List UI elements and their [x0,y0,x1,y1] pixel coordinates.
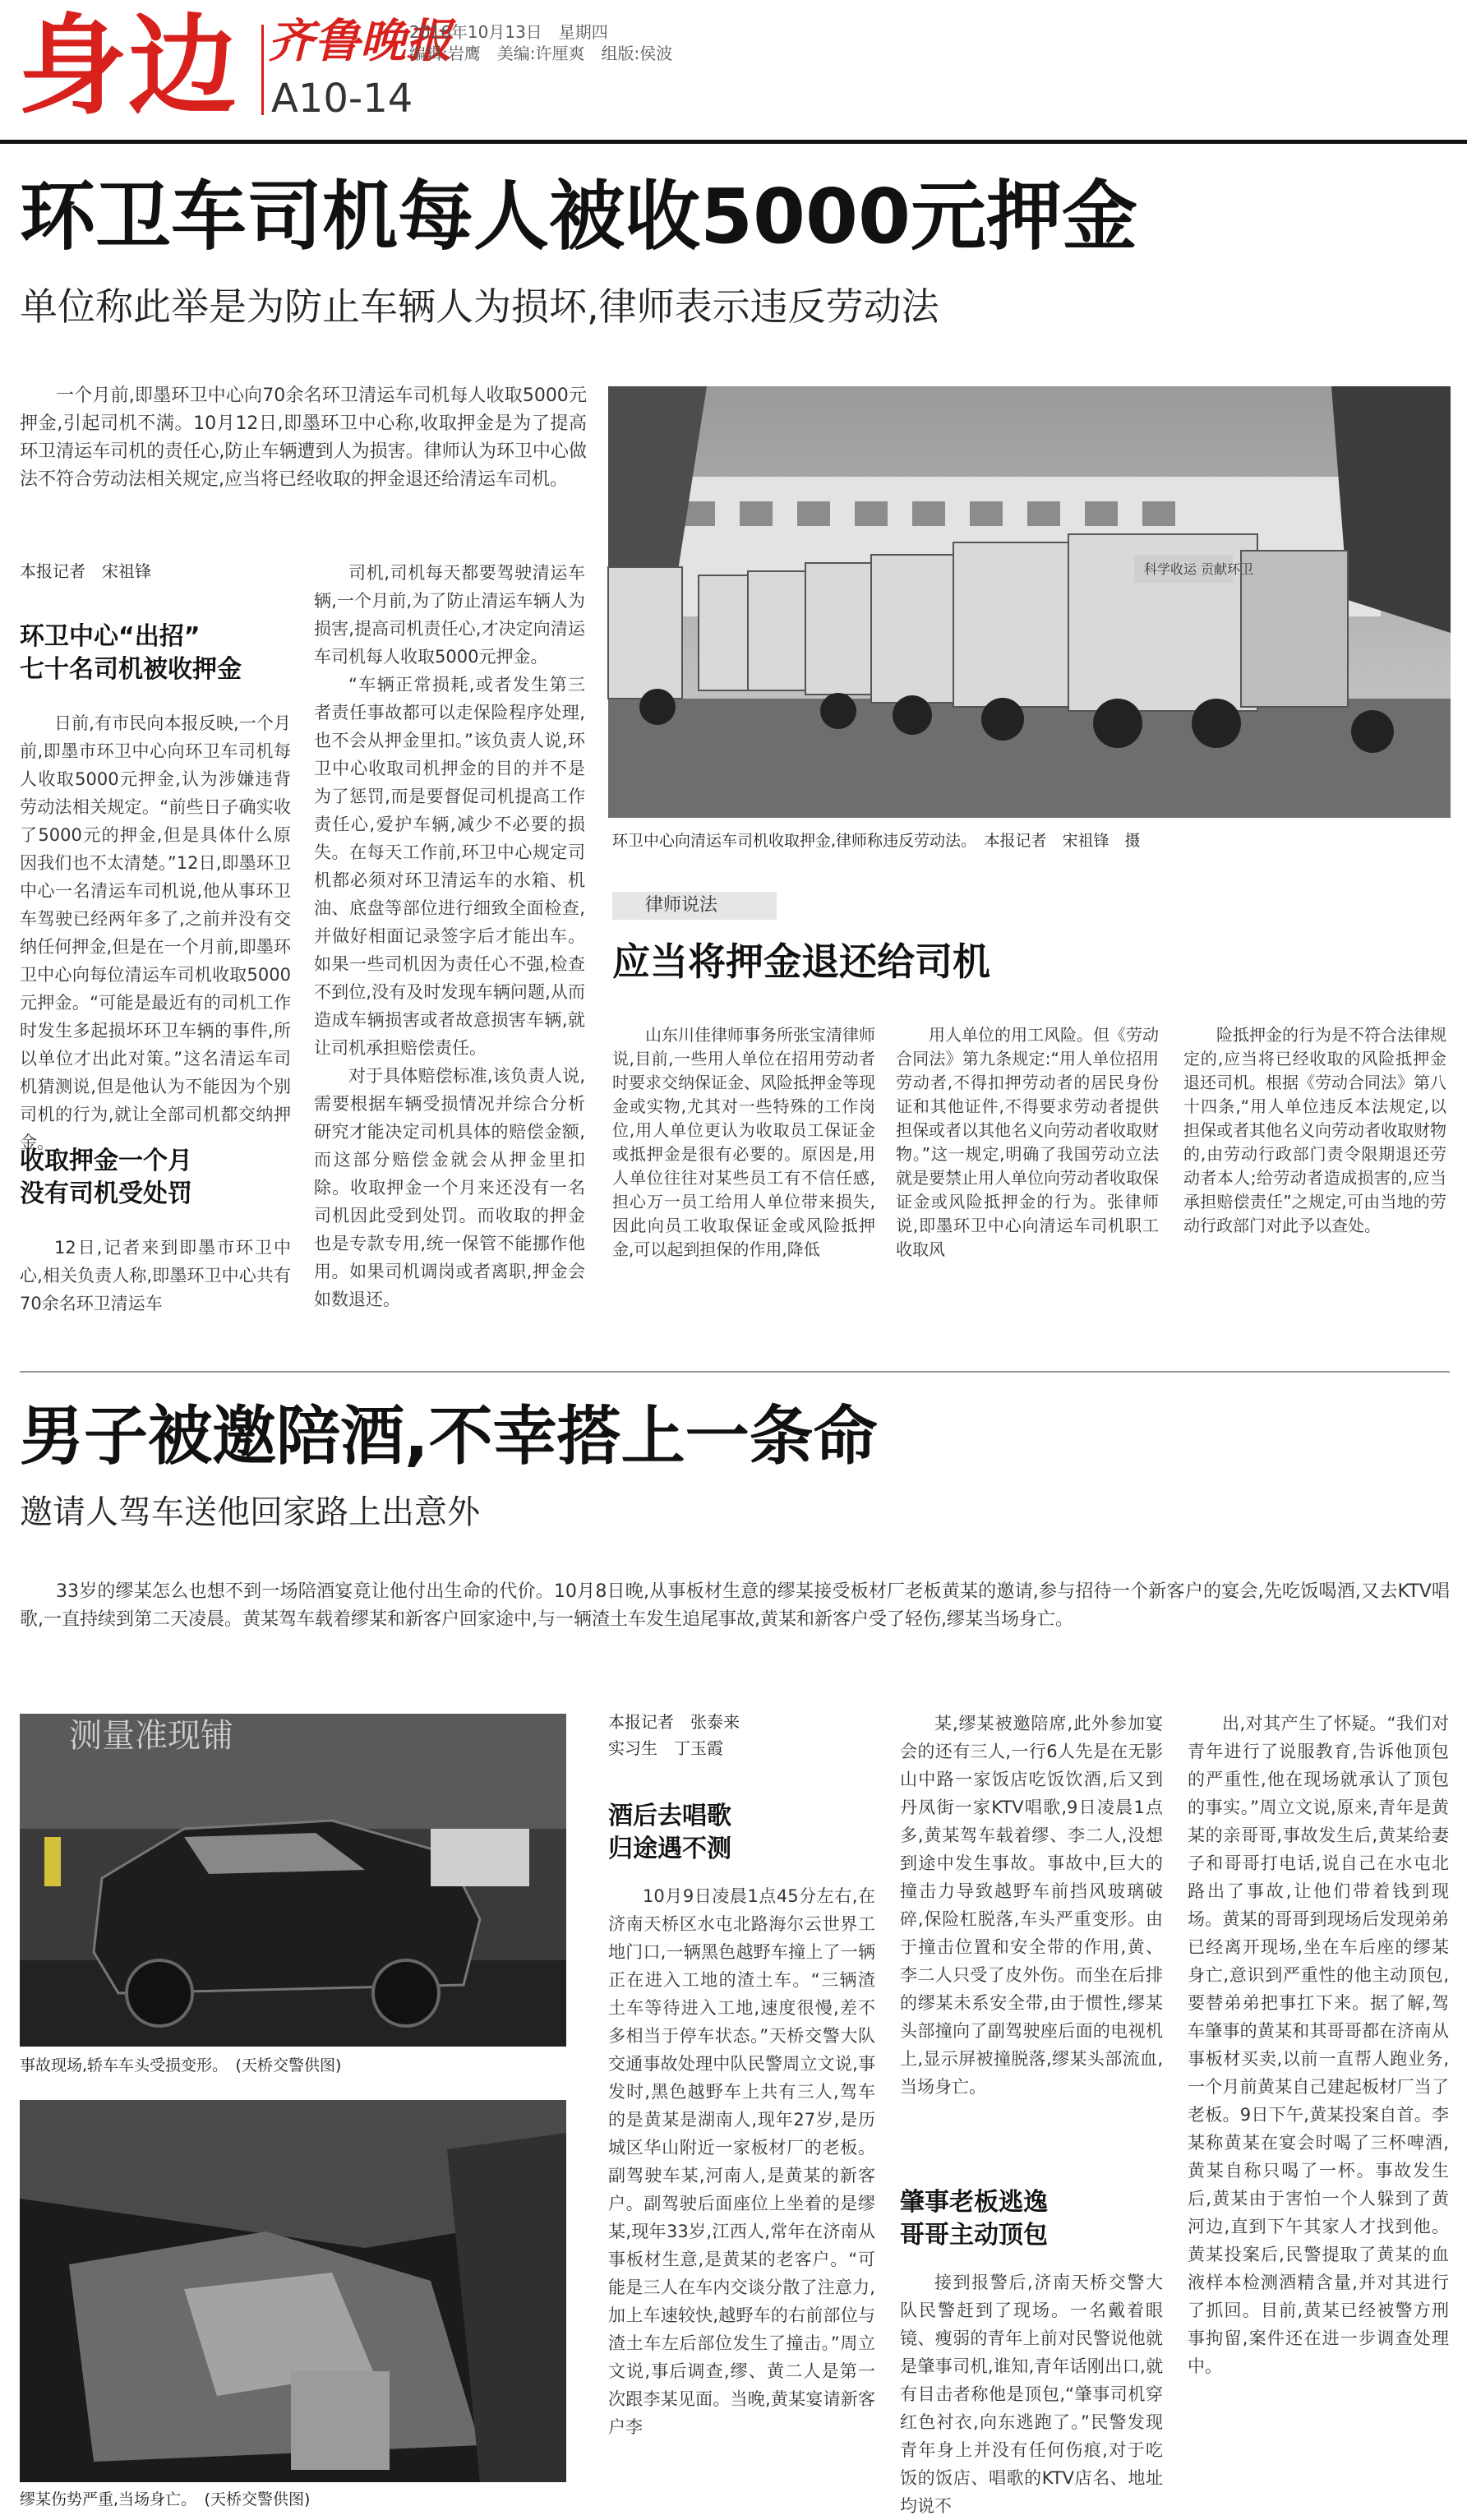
story2-headline: 男子被邀陪酒,不幸搭上一条命 [20,1400,878,1474]
story2-column-3: 出,对其产生了怀疑。“我们对青年进行了说服教育,告诉他顶包的严重性,他在现场就承认了顶包的事实。”周立文说,原来,青年是黄某的亲哥哥,事故发生后,黄某给妻子和哥哥打电话,说自己在水屯北路出了事故,让他们带着钱到现场。黄某的哥哥到现场后发现弟弟已经离开现场,坐在车后座的缪某身亡,意识到严重性的他主动顶包,要替弟弟把事扛下来。据了解,驾车肇事的黄某和其哥哥都在济南从事板材买卖,以前一直帮人跑业务,一个月前黄某自己建起板材厂当了老板。9日下午,黄某投案自首。李某称黄某在宴会时喝了三杯啤酒,黄某自称只喝了一杯。事故发生后,黄某由于害怕一个人躲到了黄河边,直到下午其家人才找到他。黄某投案后,民警提取了黄某的血液样本检测酒精含量,并对其进行了抓回。目前,黄某已经被警方刑事拘留,案件还在进一步调查处理中。 [1188,1714,1449,2376]
subhead: 没有司机受处罚 [20,1179,192,1208]
staff-line: 编辑:岩鹰 美编:许厘爽 组版:侯波 [409,44,673,63]
truck-side-sign: 科学收运 贡献环卫 [1144,561,1254,577]
interior-illustration [20,2100,566,2482]
story2-photo1-caption: 事故现场,轿车车头受损变形。 (天桥交警供图) [20,2056,342,2075]
subhead: 归途遇不测 [608,1835,731,1863]
story1-column-1 [20,621,291,1318]
story2-lead: 33岁的缪某怎么也想不到一场陪酒宴竟让他付出生命的代价。10月8日晚,从事板材生意的缪某接受板材厂老板黄某的邀请,参与招待一个新客户的宴会,先吃饭喝酒,又去KTV唱歌,一直持续到第二天凌晨。黄某驾车载着缪某和新客户回家途中,与一辆渣土车发生追尾事故,黄某和新客户受了轻伤,缪某当场身亡。 [20,1581,1450,1630]
sanitation-trucks-photo [608,386,1451,818]
story1-byline: 本报记者 宋祖锋 [20,561,151,581]
story1-column-2: 司机,司机每天都要驾驶清运车辆,一个月前,为了防止清运车辆人为损害,提高司机责任心,才决定向清运车司机每人收取5000元押金。 “车辆正常损耗,或者发生第三者责任事故都可以走保险程序处理,也不会从押金里扣。”该负责人说,环卫中心收取司机押金的目的并不是为了惩罚,而是要督促司机提高工作责任心,爱护车辆,减少不必要的损失。在每天工作前,环卫中心规定司机都必须对环卫清运车的水箱、机油、底盘等部位进行细致全面检查,并做好相面记录签字后才能出车。如果一些司机因为责任心不强,检查不到位,没有及时发现车辆问题,从而造成车辆损害或者故意损害车辆,就让司机承担赔偿责任。 对于具体赔偿标准,该负责人说,需要根据车辆受损情况并综合分析研究才能决定司机具体的赔偿金额,而这部分赔偿金就会从押金里扣除。收取押金一个月来还没有一名司机因此受到处罚。而收取的押金也是专款专用,统一保管不能挪作他用。如果司机调岗或者离职,押金会如数退还。 [314,563,585,1309]
masthead-rule [0,140,1467,144]
lawyer-column-2: 用人单位的用工风险。但《劳动合同法》第九条规定:“用人单位招用劳动者,不得扣押劳动者的居民身份证和其他证件,不得要求劳动者提供担保或者以其他名义向劳动者收取财物。”这一规定,明确了我国劳动立法就是要禁止用人单位向劳动者收取保证金或风险抵押金的行为。张律师说,即墨环卫中心向清运车司机职工收取风 [896,1025,1159,1259]
date-line: 2016年10月13日 星期四 [409,22,608,42]
lawyer-title: 应当将押金退还给司机 [612,939,990,984]
lawyer-column-3: 险抵押金的行为是不符合法律规定的,应当将已经收取的风险抵押金退还司机。根据《劳动合同法》第八十四条,“用人单位违反本法规定,以担保或者其他名义向劳动者收取财物的,由劳动行政部门责令限期退还劳动者本人;给劳动者造成损害的,应当承担赔偿责任”之规定,可由当地的劳动行政部门对此予以查处。 [1183,1025,1446,1235]
car-illustration [20,1714,566,2047]
story2-photo2-caption: 缪某伤势严重,当场身亡。 (天桥交警供图) [20,2490,311,2508]
lawyer-tag: 律师说法 [612,892,777,920]
story2-byline-2: 实习生 丁玉霞 [608,1738,723,1758]
story2-column-2a: 某,缪某被邀陪席,此外参加宴会的还有三人,一行6人先是在无影山中路一家饭店吃饭饮酒,后又到丹凤街一家KTV唱歌,9日凌晨1点多,黄某驾车载着缪、李二人,没想到途中发生事故。事故中,巨大的撞击力导致越野车前挡风玻璃破碎,保险杠脱落,车头严重变形。由于撞击位置和安全带的作用,黄、李二人只受了皮外伤。而坐在后排的缪某未系安全带,由于惯性,缪某头部撞向了副驾驶座后面的电视机上,显示屏被撞脱落,缪某头部流血,当场身亡。 [900,1714,1163,2097]
accident-car-photo [20,1714,566,2047]
paper-logo: 齐鲁晚报 [268,14,452,68]
subhead: 酒后去唱歌 [608,1802,731,1830]
trucks-illustration [608,386,1451,818]
subhead: 七十名司机被收押金 [20,655,242,684]
story1-subheadline: 单位称此举是为防止车辆人为损坏,律师表示违反劳动法 [20,284,939,329]
lawyer-column-1: 山东川佳律师事务所张宝清律师说,目前,一些用人单位在招用劳动者时要求交纳保证金、风险抵押金等现金或实物,尤其对一些特殊的工作岗位,用人单位更认为收取员工保证金或抵押金是很有必要的。原因是,用人单位往往对某些员工有不信任感,担心万一员工给用人单位带来损失,因此向员工收取保证金或风险抵押金,可以起到担保的作用,降低 [612,1025,875,1259]
section-divider [20,1371,1450,1373]
subhead: 肇事老板逃逸 [900,2188,1048,2217]
story1-lead: 一个月前,即墨环卫中心向70余名环卫清运车司机每人收取5000元押金,引起司机不满。10月12日,即墨环卫中心称,收取押金是为了提高环卫清运车司机的责任心,防止车辆遭到人为损害。律师认为环卫中心做法不符合劳动法相关规定,应当将已经收取的押金退还给清运车司机。 [20,385,587,490]
car-interior-photo [20,2100,566,2482]
story2-byline-1: 本报记者 张泰来 [608,1712,740,1732]
story1-headline: 环卫车司机每人被收5000元押金 [20,173,1138,261]
section-title: 身边 [18,3,238,130]
story2-subheadline: 邀请人驾车送他回家路上出意外 [20,1493,480,1531]
shop-sign: 测量准现铺 [69,1717,233,1755]
story2-column-2b: 接到报警后,济南天桥交警大队民警赶到了现场。一名戴着眼镜、瘦弱的青年上前对民警说他就是肇事司机,谁知,青年话刚出口,就有目击者称他是顶包,“肇事司机穿红色衬衣,向东逃跑了。”民警发现青年身上并没有任何伤痕,对于吃饭的饭店、唱歌的KTV店名、地址均说不 [900,2273,1163,2516]
body-text: 12日,记者来到即墨市环卫中心,相关负责人称,即墨环卫中心共有70余名环卫清运车 [20,1238,291,1313]
subhead: 环卫中心“出招” [20,622,201,651]
page-number: A10-14 [271,76,413,122]
subhead: 收取押金一个月 [20,1147,192,1175]
story1-photo-caption: 环卫中心向清运车司机收取押金,律师称违反劳动法。 本报记者 宋祖锋 摄 [612,832,1141,850]
story2-column-1: 10月9日凌晨1点45分左右,在济南天桥区水屯北路海尔云世界工地门口,一辆黑色越野车撞上了一辆正在进入工地的渣土车。“三辆渣土车等待进入工地,速度很慢,差不多相当于停车状态。”天桥交警大队交通事故处理中队民警周立文说,事发时,黑色越野车上共有三人,驾车的是黄某是湖南人,现年27岁,是历城区华山附近一家板材厂的老板。副驾驶车某,河南人,是黄某的新客户。副驾驶后面座位上坐着的是缪某,现年33岁,江西人,常年在济南从事板材生意,是黄某的老客户。“可能是三人在车内交谈分散了注意力,加上车速较快,越野车的右前部位与渣土车左后部位发生了撞击。”周立文说,事后调查,缪、黄二人是第一次跟李某见面。当晚,黄某宴请新客户李 [608,1886,875,2437]
subhead: 哥哥主动顶包 [900,2221,1048,2250]
masthead-divider [261,25,264,115]
body-text: 日前,有市民向本报反映,一个月前,即墨市环卫中心向环卫车司机每人收取5000元押金,认为涉嫌违背劳动法相关规定。“前些日子确实收了5000元的押金,但是具体什么原因我们也不太清楚。”12日,即墨环卫中心一名清运车司机说,他从事环卫车驾驶已经两年多了,之前并没有交纳任何押金,但是在一个月前,即墨环卫中心向每位清运车司机收取5000元押金。“可能是最近有的司机工作时发生多起损坏环卫车辆的事件,所以单位才出此对策。”这名清运车司机猜测说,但是他认为不能因为个别司机的行为,就让全部司机都交纳押金。 [20,713,291,1152]
